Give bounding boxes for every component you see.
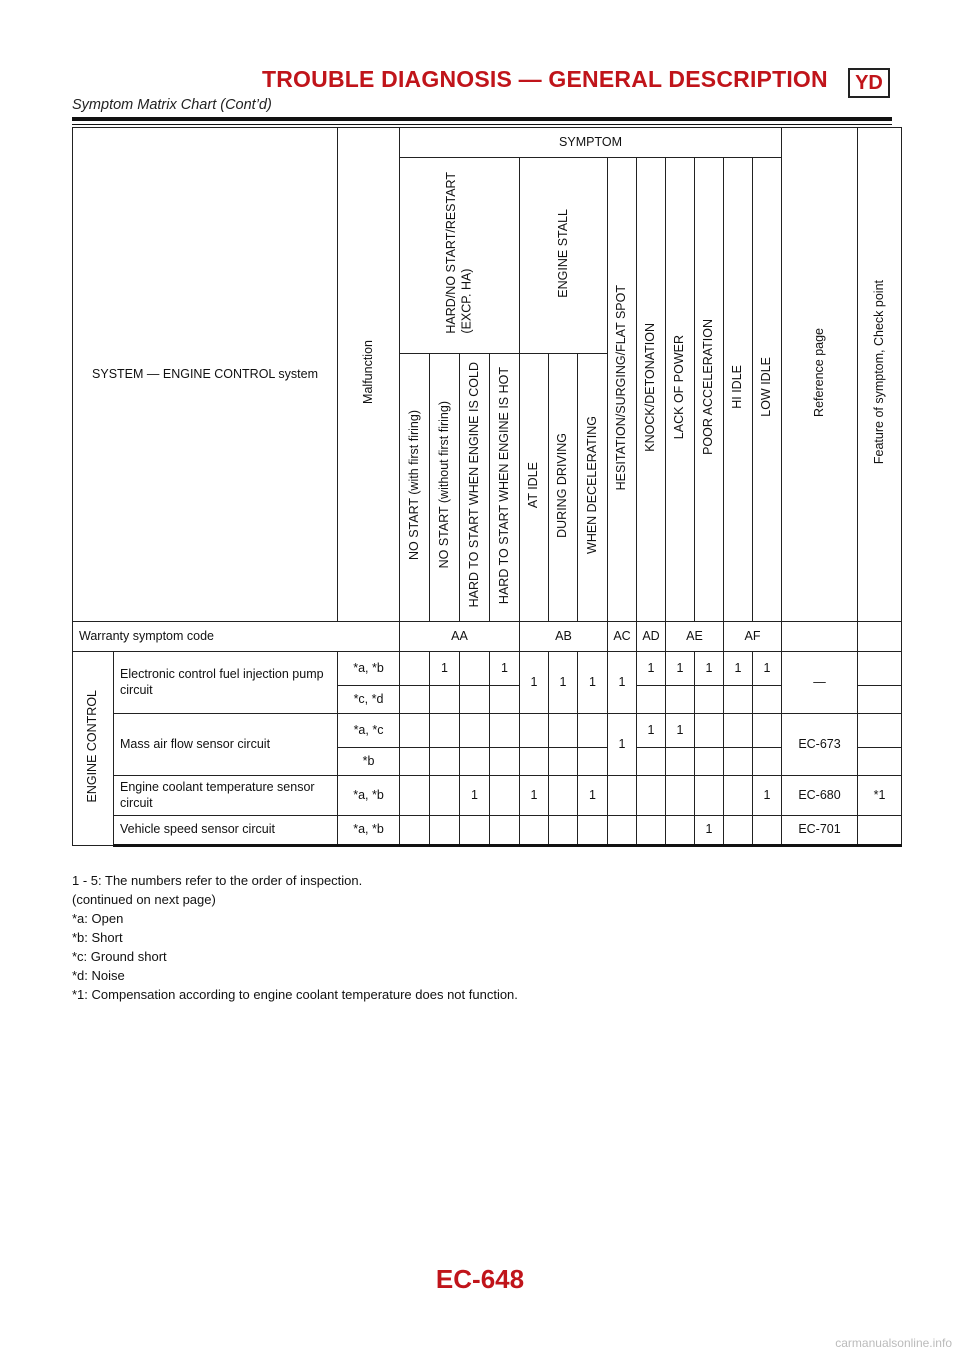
fuel-pump-ref: —: [782, 652, 858, 714]
col-low-idle-label: LOW IDLE: [759, 357, 774, 418]
symptom-matrix-table: [72, 127, 902, 847]
malfunction-header-cell: [338, 128, 400, 622]
warranty-row: [73, 622, 902, 652]
cell: [520, 816, 549, 846]
cell: [549, 816, 578, 846]
note-line: *b: Short: [72, 930, 123, 945]
page-header-title: TROUBLE DIAGNOSIS — GENERAL DESCRIPTION: [262, 66, 828, 92]
cell: [858, 714, 902, 748]
col-during-driving-label: DURING DRIVING: [555, 432, 570, 538]
col-poor-accel-cell: [695, 158, 724, 622]
table-row: [73, 776, 902, 816]
cell: [724, 776, 753, 816]
cell: [753, 816, 782, 846]
cell: 1: [637, 652, 666, 686]
cell: [400, 816, 430, 846]
maf-mode1: *a, *c: [338, 714, 400, 748]
ect-feature: *1: [858, 776, 902, 816]
cell: [608, 776, 637, 816]
cell: 1: [666, 652, 695, 686]
col-no-start-nofirst-label: NO START (without first firing): [436, 401, 451, 569]
note-line: *c: Ground short: [72, 949, 167, 964]
cell: 1: [753, 776, 782, 816]
reference-header-cell: [782, 128, 858, 622]
table-row: [73, 714, 902, 748]
col-hesitation-cell: [608, 158, 637, 622]
col-hard-hot-cell: [490, 354, 520, 622]
cell: [578, 748, 608, 776]
cell: [637, 748, 666, 776]
col-hi-idle-cell: [724, 158, 753, 622]
section-code-badge: YD: [848, 68, 890, 98]
cell: 1: [695, 652, 724, 686]
cell: [549, 776, 578, 816]
col-hard-cold-label: HARD TO START WHEN ENGINE IS COLD: [466, 362, 481, 608]
symptom-header-cell: [400, 128, 782, 158]
cell: [858, 652, 902, 686]
code-ab: AB: [520, 622, 608, 652]
cell: [637, 816, 666, 846]
group-hard-start-label: HARD/NO START/RESTART (EXCP. HA): [443, 172, 474, 334]
cell: [724, 714, 753, 748]
cell: [460, 652, 490, 686]
code-af: AF: [724, 622, 782, 652]
header-rule-thin: [72, 124, 892, 125]
system-label-cell: [73, 128, 338, 622]
col-hi-idle-label: HI IDLE: [730, 365, 745, 410]
cell: 1: [578, 776, 608, 816]
group-engine-stall-cell: [520, 158, 608, 354]
fuel-pump-name: Electronic control fuel injection pump circuit: [114, 652, 338, 714]
cell: [724, 686, 753, 714]
cell: [400, 686, 430, 714]
cell: [430, 816, 460, 846]
fuel-pump-mode1: *a, *b: [338, 652, 400, 686]
cell: [666, 816, 695, 846]
cell: [460, 748, 490, 776]
vss-mode: *a, *b: [338, 816, 400, 846]
section-engine-control-cell: [73, 652, 114, 846]
col-poor-accel-label: POOR ACCELERATION: [701, 319, 716, 456]
cell: 1: [666, 714, 695, 748]
cell: [490, 748, 520, 776]
ect-ref: EC-680: [782, 776, 858, 816]
maf-ref: EC-673: [782, 714, 858, 776]
cell: [430, 714, 460, 748]
col-lack-power-label: LACK OF POWER: [672, 335, 687, 440]
note-line: 1 - 5: The numbers refer to the order of inspection.: [72, 873, 363, 888]
warranty-ref-empty: [782, 622, 858, 652]
cell: 1: [695, 816, 724, 846]
cell: [400, 748, 430, 776]
cell: 1: [430, 652, 460, 686]
vss-ref: EC-701: [782, 816, 858, 846]
feature-header-cell: [858, 128, 902, 622]
cell: [490, 776, 520, 816]
cell: [724, 816, 753, 846]
fuel-pump-mode2: *c, *d: [338, 686, 400, 714]
reference-label: Reference page: [811, 327, 826, 417]
cell: 1: [578, 652, 608, 714]
cell: [666, 776, 695, 816]
table-row: [73, 652, 902, 686]
section-engine-control-label: ENGINE CONTROL: [85, 689, 100, 803]
note-line: *a: Open: [72, 911, 124, 926]
note-line: (continued on next page): [72, 892, 216, 907]
ect-name: Engine coolant temperature sensor circuit: [114, 776, 338, 816]
cell: [400, 652, 430, 686]
page-subtitle: Symptom Matrix Chart (Cont’d): [72, 97, 272, 113]
cell: [858, 686, 902, 714]
cell: [637, 776, 666, 816]
cell: 1: [460, 776, 490, 816]
cell: [460, 714, 490, 748]
cell: [520, 714, 549, 748]
col-low-idle-cell: [753, 158, 782, 622]
maf-name: Mass air flow sensor circuit: [114, 714, 338, 776]
note-line: *d: Noise: [72, 968, 125, 983]
group-engine-stall-label: ENGINE STALL: [555, 208, 570, 298]
cell: [666, 748, 695, 776]
feature-label: Feature of symptom, Check point: [871, 280, 886, 465]
col-hard-hot-label: HARD TO START WHEN ENGINE IS HOT: [496, 366, 511, 604]
cell: [724, 748, 753, 776]
malfunction-label: Malfunction: [360, 340, 375, 405]
cell: [430, 748, 460, 776]
cell: 1: [520, 652, 549, 714]
cell: 1: [753, 652, 782, 686]
cell: [753, 714, 782, 748]
cell: 1: [490, 652, 520, 686]
col-at-idle-label: AT IDLE: [526, 462, 541, 509]
cell: [430, 686, 460, 714]
cell: [695, 686, 724, 714]
col-decelerating-cell: [578, 354, 608, 622]
col-during-driving-cell: [549, 354, 578, 622]
col-lack-power-cell: [666, 158, 695, 622]
cell: [578, 816, 608, 846]
cell: [520, 748, 549, 776]
cell: [549, 748, 578, 776]
cell: [400, 776, 430, 816]
col-no-start-first-cell: [400, 354, 430, 622]
cell: [695, 748, 724, 776]
code-ae: AE: [666, 622, 724, 652]
code-aa: AA: [400, 622, 520, 652]
col-hard-cold-cell: [460, 354, 490, 622]
cell: [549, 714, 578, 748]
warranty-feature-empty: [858, 622, 902, 652]
cell: 1: [549, 652, 578, 714]
cell: [858, 816, 902, 846]
col-at-idle-cell: [520, 354, 549, 622]
cell: [578, 714, 608, 748]
note-line: *1: Compensation according to engine coolant temperature does not function.: [72, 987, 518, 1002]
cell: [490, 816, 520, 846]
header-rule-thick: [72, 117, 892, 121]
cell: 1: [608, 652, 637, 714]
vss-name: Vehicle speed sensor circuit: [114, 816, 338, 846]
cell: [460, 686, 490, 714]
cell: [753, 748, 782, 776]
cell: [430, 776, 460, 816]
col-no-start-nofirst-cell: [430, 354, 460, 622]
cell: 1: [608, 714, 637, 776]
code-ad: AD: [637, 622, 666, 652]
cell: 1: [724, 652, 753, 686]
maf-mode2: *b: [338, 748, 400, 776]
cell: [666, 686, 695, 714]
cell: [695, 714, 724, 748]
col-knock-cell: [637, 158, 666, 622]
page-number: EC-648: [435, 1264, 525, 1294]
col-decelerating-label: WHEN DECELERATING: [584, 416, 599, 555]
ect-mode: *a, *b: [338, 776, 400, 816]
cell: [637, 686, 666, 714]
table-row: [73, 816, 902, 846]
cell: [608, 816, 637, 846]
footnotes: [72, 871, 518, 1004]
col-no-start-first-label: NO START (with first firing): [406, 410, 421, 561]
symptom-label: SYMPTOM: [559, 134, 622, 149]
cell: 1: [520, 776, 549, 816]
warranty-label: Warranty symptom code: [73, 622, 400, 652]
cell: [490, 714, 520, 748]
col-hesitation-label: HESITATION/SURGING/FLAT SPOT: [614, 284, 629, 490]
cell: [490, 686, 520, 714]
code-ac: AC: [608, 622, 637, 652]
cell: [460, 816, 490, 846]
cell: [858, 748, 902, 776]
system-label: SYSTEM — ENGINE CONTROL system: [92, 366, 318, 381]
cell: [695, 776, 724, 816]
cell: [753, 686, 782, 714]
group-hard-start-cell: [400, 158, 520, 354]
watermark: carmanualsonline.info: [835, 1336, 952, 1350]
cell: [400, 714, 430, 748]
col-knock-label: KNOCK/DETONATION: [643, 322, 658, 452]
cell: 1: [637, 714, 666, 748]
